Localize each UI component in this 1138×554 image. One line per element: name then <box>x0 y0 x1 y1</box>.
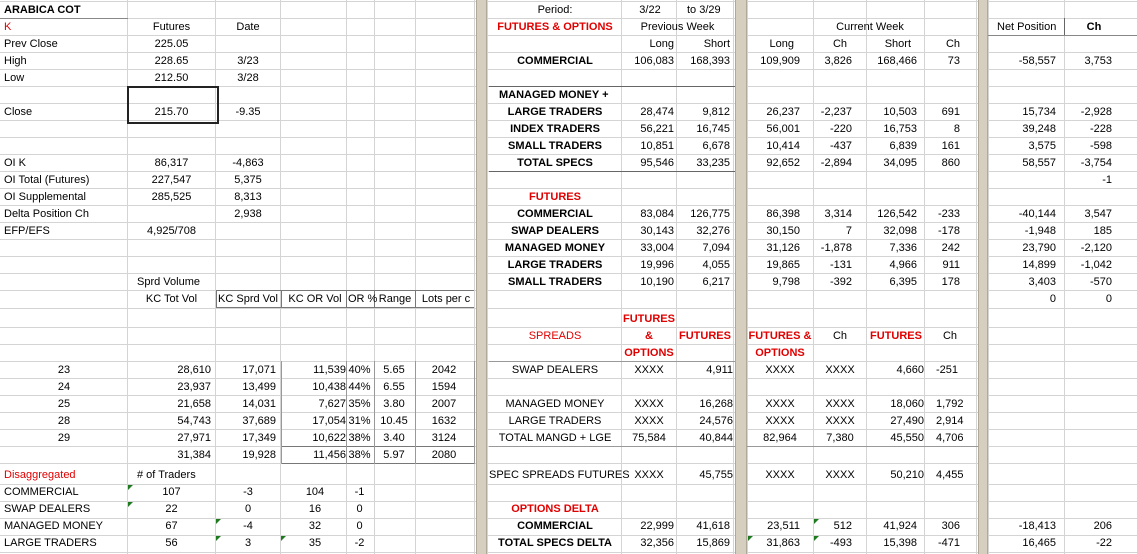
close-change[interactable]: -9.35 <box>235 106 261 118</box>
volume-header-1: KC Sprd Vol <box>218 293 278 305</box>
prev-close-value[interactable]: 225.05 <box>154 38 189 50</box>
futures-net-zero-b[interactable]: 0 <box>1105 293 1112 305</box>
spreads-row-label-1: MANAGED MONEY <box>505 398 605 410</box>
futures-row-0-prev-long[interactable]: 83,084 <box>640 208 674 220</box>
volume-pct-5[interactable]: 38% <box>348 449 371 461</box>
spreads-row-cch2-3[interactable]: 4,706 <box>936 432 964 444</box>
spreads-col-ch2: Ch <box>942 330 958 342</box>
futures-row-1-cur-long[interactable]: 30,150 <box>766 225 800 237</box>
fo-row-2-net-ch[interactable]: -598 <box>1089 140 1112 152</box>
futures-row-1-cur-short-ch[interactable]: -178 <box>937 225 960 237</box>
fo-row-2-net[interactable]: 3,575 <box>1028 140 1056 152</box>
spreads-col-fo-1: FUTURES <box>623 313 675 325</box>
volume-lots-0[interactable]: 2042 <box>431 364 457 376</box>
volume-header-5: Lots per c <box>421 293 471 305</box>
volume-or-4[interactable]: 10,622 <box>312 432 346 444</box>
spreads-row-cfut-1[interactable]: 18,060 <box>890 398 924 410</box>
futures-row-2-net-ch[interactable]: -2,120 <box>1080 242 1112 254</box>
spreads-row-fo-3[interactable]: 75,584 <box>632 432 666 444</box>
spreads-col-fo-3: OPTIONS <box>624 347 674 359</box>
volume-day-2[interactable]: 25 <box>57 398 71 410</box>
fo-commercial-prev-long[interactable]: 106,083 <box>634 55 674 67</box>
volume-tot-2[interactable]: 21,658 <box>177 398 211 410</box>
spreads-row-cfo-2[interactable]: XXXX <box>765 415 795 427</box>
high-label: High <box>4 55 27 67</box>
oi-label-3: Delta Position Ch <box>4 208 89 220</box>
spreads-row-cch-3[interactable]: 7,380 <box>826 432 854 444</box>
fo-commercial-label: COMMERCIAL <box>517 55 593 67</box>
spreads-row-cfo-3[interactable]: 82,964 <box>763 432 797 444</box>
oi-label-4: EFP/EFS <box>4 225 50 237</box>
options-delta-row-0-prev-short[interactable]: 41,618 <box>696 520 730 532</box>
fo-row-3-cur-short[interactable]: 34,095 <box>883 157 917 169</box>
volume-lots-1[interactable]: 1594 <box>431 381 457 393</box>
volume-tot-5[interactable]: 31,384 <box>177 449 211 461</box>
volume-or-1[interactable]: 10,438 <box>312 381 346 393</box>
volume-tot-3[interactable]: 54,743 <box>177 415 211 427</box>
spreads-row-fut-0[interactable]: 4,911 <box>706 364 733 376</box>
close-value[interactable]: 215.70 <box>154 106 189 118</box>
disagg-d-0[interactable]: -1 <box>354 486 365 498</box>
options-delta-row-1-label: TOTAL SPECS DELTA <box>498 537 612 549</box>
prev-week-header: Previous Week <box>640 21 715 33</box>
spreads-col-cur-fo-1: FUTURES & <box>748 330 812 342</box>
disagg-c-0[interactable]: 104 <box>305 486 325 498</box>
fo-row-1-cur-short[interactable]: 16,753 <box>883 123 917 135</box>
spreads-row-cch2-2[interactable]: 2,914 <box>936 415 964 427</box>
futures-row-2-cur-long[interactable]: 31,126 <box>766 242 800 254</box>
futures-row-3-prev-short[interactable]: 4,055 <box>702 259 730 271</box>
disagg-a-3[interactable]: 56 <box>165 537 178 549</box>
spreads-col-fut: FUTURES <box>679 330 731 342</box>
fo-row-1-cur-short-ch[interactable]: 8 <box>953 123 960 135</box>
fo-commercial-cur-short-ch[interactable]: 73 <box>947 55 960 67</box>
options-delta-row-0-net[interactable]: -18,413 <box>1018 520 1056 532</box>
disagg-c-2[interactable]: 32 <box>308 520 322 532</box>
spec-spreads-cch2[interactable]: 4,455 <box>936 469 964 481</box>
futures-row-3-net[interactable]: 14,899 <box>1022 259 1056 271</box>
futures-row-4-prev-short[interactable]: 6,217 <box>702 276 730 288</box>
spreads-row-label-3: TOTAL MANGD + LGE <box>498 432 612 444</box>
futures-row-0-prev-short[interactable]: 126,775 <box>690 208 730 220</box>
oi-label-1: OI Total (Futures) <box>4 174 90 186</box>
futures-row-2-cur-short-ch[interactable]: 242 <box>941 242 960 254</box>
cur-short-ch-header: Ch <box>945 38 960 50</box>
volume-lots-4[interactable]: 3124 <box>431 432 457 444</box>
futures-row-4-net-ch[interactable]: -570 <box>1089 276 1112 288</box>
disagg-d-3[interactable]: -2 <box>354 537 365 549</box>
fo-row-3-cur-short-ch[interactable]: 860 <box>941 157 960 169</box>
volume-sprd-2[interactable]: 14,031 <box>242 398 276 410</box>
volume-day-4[interactable]: 29 <box>57 432 71 444</box>
high-date[interactable]: 3/23 <box>237 55 259 67</box>
volume-header-4: Range <box>378 293 412 305</box>
volume-lots-5[interactable]: 2080 <box>431 449 457 461</box>
net-position-header: Net Position <box>997 21 1057 33</box>
fo-row-0-cur-short[interactable]: 10,503 <box>883 106 917 118</box>
spreads-row-cch-2[interactable]: XXXX <box>825 415 855 427</box>
volume-range-1[interactable]: 6.55 <box>383 381 405 393</box>
mm-plus-header: MANAGED MONEY + <box>499 89 609 101</box>
oi-value-4[interactable]: 4,925/708 <box>147 225 196 237</box>
spreads-row-cch-0[interactable]: XXXX <box>825 364 855 376</box>
prev-close-label: Prev Close <box>4 38 58 50</box>
volume-day-1[interactable]: 24 <box>57 381 71 393</box>
fo-row-3-prev-short[interactable]: 33,235 <box>696 157 730 169</box>
options-delta-row-1-prev-long[interactable]: 32,356 <box>640 537 674 549</box>
futures-row-0-net-ch[interactable]: 3,547 <box>1084 208 1112 220</box>
futures-row-0-cur-long[interactable]: 86,398 <box>766 208 800 220</box>
futures-row-1-net[interactable]: -1,948 <box>1024 225 1056 237</box>
spreads-col-cur-fut: FUTURES <box>870 330 922 342</box>
volume-sprd-3[interactable]: 37,689 <box>242 415 276 427</box>
volume-header-2: KC OR Vol <box>288 293 342 305</box>
fo-row-0-net-ch[interactable]: -2,928 <box>1080 106 1112 118</box>
volume-or-5[interactable]: 11,456 <box>313 449 346 461</box>
oi-ch-2[interactable]: 8,313 <box>234 191 262 203</box>
fo-row-0-net[interactable]: 15,734 <box>1022 106 1056 118</box>
options-delta-row-0-cur-long-ch[interactable]: 512 <box>833 520 852 532</box>
fo-row-2-cur-long-ch[interactable]: -437 <box>829 140 852 152</box>
disagg-a-1[interactable]: 22 <box>165 503 178 515</box>
options-delta-row-0-cur-short[interactable]: 41,924 <box>883 520 917 532</box>
futures-row-1-cur-short[interactable]: 32,098 <box>883 225 917 237</box>
volume-pct-3[interactable]: 31% <box>348 415 371 427</box>
disagg-b-1[interactable]: 0 <box>244 503 252 515</box>
spreads-row-cfo-1[interactable]: XXXX <box>765 398 795 410</box>
futures-row-4-label: SMALL TRADERS <box>508 276 602 288</box>
fo-row-1-prev-long[interactable]: 56,221 <box>640 123 674 135</box>
futures-row-1-cur-long-ch[interactable]: 7 <box>845 225 852 237</box>
futures-net-zero-a[interactable]: 0 <box>1049 293 1056 305</box>
futures-row-4-cur-long[interactable]: 9,798 <box>772 276 800 288</box>
spreads-header: SPREADS <box>528 330 582 342</box>
high-value[interactable]: 228.65 <box>154 55 189 67</box>
options-delta-row-0-net-ch[interactable]: 206 <box>1093 520 1112 532</box>
date-header: Date <box>236 21 260 33</box>
volume-lots-2[interactable]: 2007 <box>431 398 457 410</box>
fo-row-3-cur-long[interactable]: 92,652 <box>766 157 800 169</box>
fo-row-1-label: INDEX TRADERS <box>510 123 600 135</box>
low-value[interactable]: 212.50 <box>154 72 189 84</box>
sprd-volume-label: Sprd Volume <box>137 276 200 288</box>
fo-commercial-net-ch[interactable]: 3,753 <box>1084 55 1112 67</box>
fo-row-2-prev-short[interactable]: 6,678 <box>702 140 730 152</box>
volume-sprd-1[interactable]: 13,499 <box>242 381 276 393</box>
volume-sprd-0[interactable]: 17,071 <box>242 364 276 376</box>
volume-pct-1[interactable]: 44% <box>348 381 371 393</box>
disagg-label-1: SWAP DEALERS <box>4 503 91 515</box>
futures-row-3-cur-short[interactable]: 4,966 <box>889 259 917 271</box>
fo-row-2-cur-long[interactable]: 10,414 <box>766 140 800 152</box>
oi-ch-0[interactable]: -4,863 <box>232 157 264 169</box>
fo-row-2-cur-short-ch[interactable]: 161 <box>941 140 960 152</box>
futures-row-2-cur-long-ch[interactable]: -1,878 <box>820 242 852 254</box>
spec-spreads-cfut[interactable]: 50,210 <box>890 469 924 481</box>
spec-spreads-cch[interactable]: XXXX <box>825 469 855 481</box>
fo-commercial-cur-long[interactable]: 109,909 <box>760 55 800 67</box>
fo-row-3-cur-long-ch[interactable]: -2,894 <box>820 157 852 169</box>
spreads-row-fut-1[interactable]: 16,268 <box>699 398 733 410</box>
fo-row-0-cur-long[interactable]: 26,237 <box>766 106 800 118</box>
options-delta-row-0-prev-long[interactable]: 22,999 <box>640 520 674 532</box>
disagg-c-3[interactable]: 35 <box>308 537 322 549</box>
fo-row-2-cur-short[interactable]: 6,839 <box>889 140 917 152</box>
fo-row-0-prev-long[interactable]: 28,474 <box>640 106 674 118</box>
futures-row-0-net[interactable]: -40,144 <box>1018 208 1056 220</box>
fo-commercial-cur-long-ch[interactable]: 3,826 <box>824 55 852 67</box>
disagg-b-2[interactable]: -4 <box>243 520 253 532</box>
futures-row-4-prev-long[interactable]: 10,190 <box>640 276 674 288</box>
volume-range-3[interactable]: 10.45 <box>380 415 408 427</box>
disagg-label-3: LARGE TRADERS <box>4 537 97 549</box>
cur-long-header: Long <box>769 38 794 50</box>
prev-short-header: Short <box>703 38 730 50</box>
volume-tot-4[interactable]: 27,971 <box>177 432 211 444</box>
fo-row-3-net[interactable]: 58,557 <box>1022 157 1056 169</box>
prev-long-header: Long <box>649 38 674 50</box>
futures-row-3-cur-long-ch[interactable]: -131 <box>829 259 852 271</box>
futures-row-1-net-ch[interactable]: 185 <box>1093 225 1112 237</box>
fo-extra-ch[interactable]: -1 <box>1102 174 1112 186</box>
spreads-col-cur-fo-2: OPTIONS <box>755 347 805 359</box>
futures-row-0-label: COMMERCIAL <box>517 208 593 220</box>
volume-header-3: OR % <box>348 293 378 305</box>
fo-commercial-cur-short[interactable]: 168,466 <box>877 55 917 67</box>
futures-row-4-net[interactable]: 3,403 <box>1028 276 1056 288</box>
oi-label-0: OI K <box>4 157 27 169</box>
futures-row-4-cur-long-ch[interactable]: -392 <box>829 276 852 288</box>
disagg-label-0: COMMERCIAL <box>4 486 79 498</box>
volume-header-0: KC Tot Vol <box>145 293 198 305</box>
futures-row-3-label: LARGE TRADERS <box>507 259 603 271</box>
period-from: 3/22 <box>639 4 661 16</box>
k-label: K <box>4 21 12 33</box>
fo-commercial-prev-short[interactable]: 168,393 <box>690 55 730 67</box>
cur-short-header: Short <box>884 38 911 50</box>
disagg-header: Disaggregated <box>4 469 76 481</box>
futures-row-1-prev-short[interactable]: 32,276 <box>696 225 730 237</box>
spreads-row-fo-2[interactable]: XXXX <box>634 415 664 427</box>
fo-row-3-label: TOTAL SPECS <box>517 157 593 169</box>
fo-row-3-net-ch[interactable]: -3,754 <box>1080 157 1112 169</box>
volume-tot-1[interactable]: 23,937 <box>177 381 211 393</box>
spreads-row-cfo-0[interactable]: XXXX <box>765 364 795 376</box>
futures-row-3-net-ch[interactable]: -1,042 <box>1080 259 1112 271</box>
options-delta-row-1-cur-long-ch[interactable]: -493 <box>829 537 852 549</box>
fo-commercial-net[interactable]: -58,557 <box>1018 55 1056 67</box>
options-delta-row-0-cur-long[interactable]: 23,511 <box>767 520 800 532</box>
volume-range-4[interactable]: 3.40 <box>383 432 405 444</box>
fo-row-1-net[interactable]: 39,248 <box>1022 123 1056 135</box>
spreads-row-fo-1[interactable]: XXXX <box>634 398 664 410</box>
spreads-row-label-0: SWAP DEALERS <box>511 364 599 376</box>
options-delta-row-0-cur-short-ch[interactable]: 306 <box>941 520 960 532</box>
oi-value-0[interactable]: 86,317 <box>154 157 189 169</box>
spreads-col-ch: Ch <box>832 330 848 342</box>
fo-row-2-prev-long[interactable]: 10,851 <box>640 140 674 152</box>
low-label: Low <box>4 72 25 84</box>
low-date[interactable]: 3/28 <box>237 72 259 84</box>
futures-row-0-cur-short-ch[interactable]: -233 <box>937 208 960 220</box>
fo-row-1-prev-short[interactable]: 16,745 <box>696 123 730 135</box>
oi-label-2: OI Supplemental <box>4 191 86 203</box>
volume-day-0[interactable]: 23 <box>57 364 71 376</box>
futures-row-3-cur-short-ch[interactable]: 911 <box>942 259 960 271</box>
disagg-c-1[interactable]: 16 <box>308 503 322 515</box>
period-label: Period: <box>537 4 573 16</box>
spreads-row-fo-0[interactable]: XXXX <box>634 364 664 376</box>
disagg-label-2: MANAGED MONEY <box>4 520 104 532</box>
futures-row-4-cur-short-ch[interactable]: 178 <box>941 276 960 288</box>
volume-pct-2[interactable]: 35% <box>348 398 371 410</box>
current-week-header: Current Week <box>836 21 904 33</box>
spec-spreads-label: SPEC SPREADS FUTURES <box>489 469 630 481</box>
volume-sprd-4[interactable]: 17,349 <box>242 432 276 444</box>
spreads-row-fut-3[interactable]: 40,844 <box>699 432 733 444</box>
volume-lots-3[interactable]: 1632 <box>431 415 457 427</box>
spreads-row-fut-2[interactable]: 24,576 <box>699 415 733 427</box>
futures-row-3-prev-long[interactable]: 19,996 <box>640 259 674 271</box>
volume-or-0[interactable]: 11,539 <box>313 364 346 376</box>
volume-pct-4[interactable]: 38% <box>348 432 371 444</box>
fo-row-1-cur-long[interactable]: 56,001 <box>766 123 800 135</box>
fo-row-1-net-ch[interactable]: -228 <box>1089 123 1112 135</box>
futures-row-2-cur-short[interactable]: 7,336 <box>889 242 917 254</box>
futures-header: Futures <box>152 21 191 33</box>
options-delta-header: OPTIONS DELTA <box>511 503 599 515</box>
spec-spreads-fut[interactable]: 45,755 <box>699 469 733 481</box>
disagg-traders-label: # of Traders <box>137 469 196 481</box>
net-ch-header: Ch <box>1086 21 1102 33</box>
volume-pct-0[interactable]: 40% <box>348 364 371 376</box>
disagg-d-1[interactable]: 0 <box>356 503 363 515</box>
futures-row-2-prev-long[interactable]: 33,004 <box>640 242 674 254</box>
volume-range-0[interactable]: 5.65 <box>383 364 405 376</box>
options-delta-row-1-cur-short-ch[interactable]: -471 <box>937 537 960 549</box>
disagg-d-2[interactable]: 0 <box>356 520 363 532</box>
options-delta-row-1-net-ch[interactable]: -22 <box>1096 537 1112 549</box>
fo-row-2-label: SMALL TRADERS <box>508 140 602 152</box>
fo-row-0-cur-long-ch[interactable]: -2,237 <box>820 106 852 118</box>
oi-value-2[interactable]: 285,525 <box>151 191 192 203</box>
options-delta-row-0-label: COMMERCIAL <box>517 520 593 532</box>
fo-row-0-cur-short-ch[interactable]: 691 <box>941 106 960 118</box>
futures-row-3-cur-long[interactable]: 19,865 <box>766 259 800 271</box>
volume-or-3[interactable]: 17,054 <box>312 415 346 427</box>
disagg-a-0[interactable]: 107 <box>162 486 181 498</box>
fo-row-3-prev-long[interactable]: 95,546 <box>640 157 674 169</box>
volume-sprd-5[interactable]: 19,928 <box>242 449 276 461</box>
oi-value-1[interactable]: 227,547 <box>151 174 192 186</box>
volume-tot-0[interactable]: 28,610 <box>177 364 211 376</box>
spec-spreads-fo[interactable]: XXXX <box>634 469 664 481</box>
sheet-title: ARABICA COT <box>4 4 81 16</box>
futures-row-2-label: MANAGED MONEY <box>504 242 606 254</box>
options-delta-row-1-cur-long[interactable]: 31,863 <box>766 537 800 549</box>
futures-row-1-label: SWAP DEALERS <box>511 225 599 237</box>
fo-row-1-cur-long-ch[interactable]: -220 <box>829 123 852 135</box>
spreads-row-cfut-3[interactable]: 45,550 <box>890 432 924 444</box>
volume-or-2[interactable]: 7,627 <box>318 398 346 410</box>
futures-row-2-net[interactable]: 23,790 <box>1022 242 1056 254</box>
fo-header: FUTURES & OPTIONS <box>497 21 613 33</box>
period-to: to 3/29 <box>687 4 721 16</box>
disagg-b-3[interactable]: 3 <box>244 537 252 549</box>
disagg-a-2[interactable]: 67 <box>165 520 178 532</box>
cur-long-ch-header: Ch <box>832 38 847 50</box>
options-delta-row-1-net[interactable]: 16,465 <box>1022 537 1056 549</box>
spreads-row-cfut-2[interactable]: 27,490 <box>890 415 924 427</box>
futures-row-4-cur-short[interactable]: 6,395 <box>889 276 917 288</box>
futures-row-0-cur-long-ch[interactable]: 3,314 <box>824 208 852 220</box>
fo-row-0-prev-short[interactable]: 9,812 <box>702 106 730 118</box>
options-delta-row-1-prev-short[interactable]: 15,869 <box>696 537 730 549</box>
spreads-row-cch2-0[interactable]: -251 <box>936 364 959 376</box>
volume-range-5[interactable]: 5.97 <box>383 449 405 461</box>
disagg-b-0[interactable]: -3 <box>243 486 253 498</box>
futures-row-1-prev-long[interactable]: 30,143 <box>640 225 674 237</box>
futures-header: FUTURES <box>529 191 581 203</box>
spreads-row-cfut-0[interactable]: 4,660 <box>896 364 924 376</box>
volume-range-2[interactable]: 3.80 <box>383 398 405 410</box>
volume-day-3[interactable]: 28 <box>57 415 71 427</box>
oi-ch-1[interactable]: 5,375 <box>234 174 262 186</box>
futures-row-0-cur-short[interactable]: 126,542 <box>877 208 917 220</box>
options-delta-row-1-cur-short[interactable]: 15,398 <box>883 537 917 549</box>
fo-row-0-label: LARGE TRADERS <box>507 106 603 118</box>
futures-row-2-prev-short[interactable]: 7,094 <box>702 242 730 254</box>
spreads-row-label-2: LARGE TRADERS <box>508 415 602 427</box>
spreads-row-cch-1[interactable]: XXXX <box>825 398 855 410</box>
oi-ch-3[interactable]: 2,938 <box>234 208 262 220</box>
spreads-row-cch2-1[interactable]: 1,792 <box>936 398 964 410</box>
close-label: Close <box>4 106 33 118</box>
spreads-col-fo-2: & <box>645 330 653 342</box>
spec-spreads-cfo[interactable]: XXXX <box>765 469 795 481</box>
